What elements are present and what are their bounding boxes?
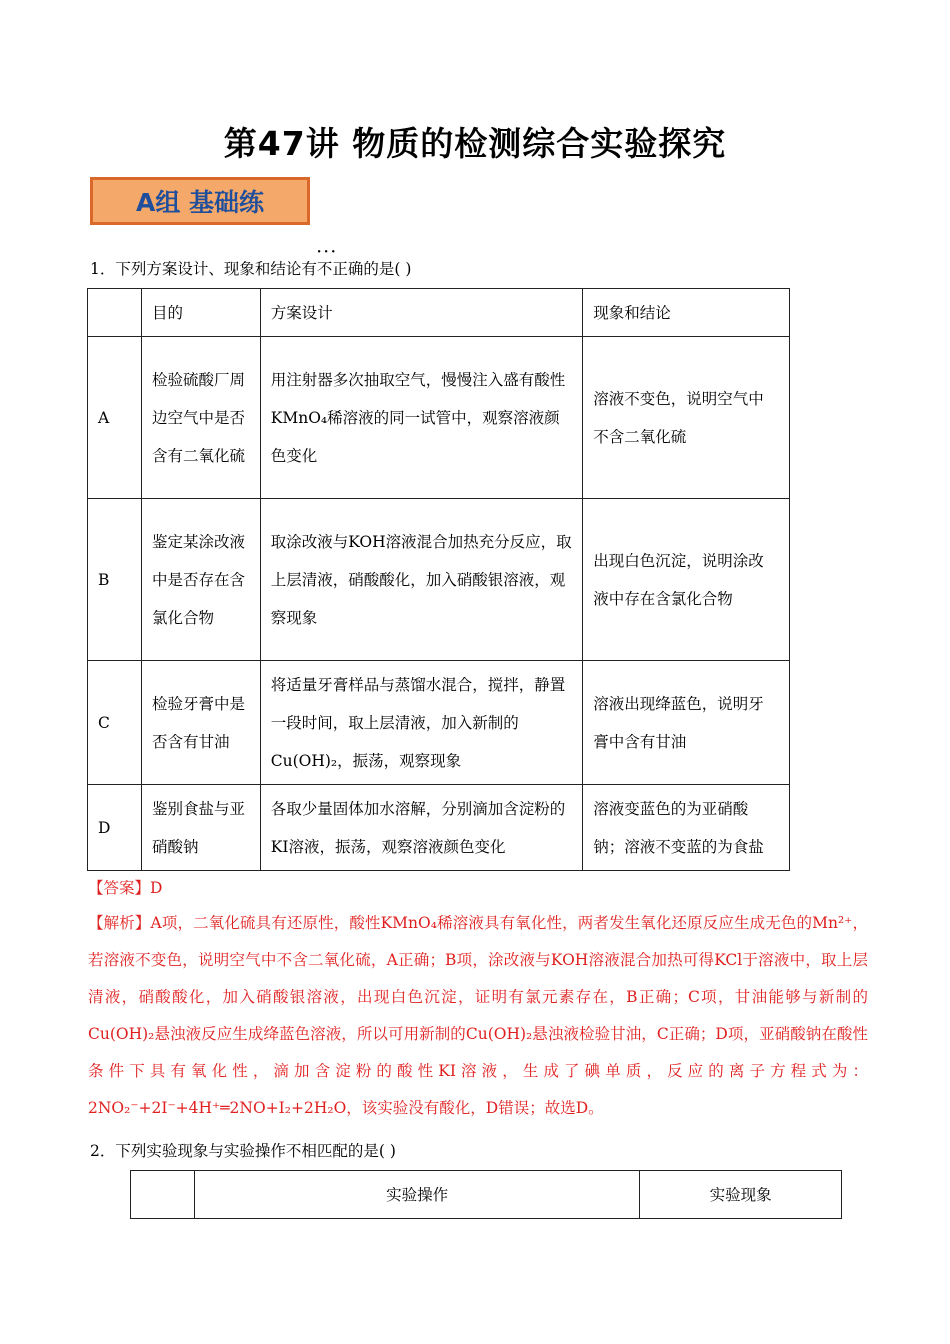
group-label: A组 基础练 bbox=[135, 188, 265, 217]
header-cell: 方案设计 bbox=[260, 289, 583, 337]
header-cell bbox=[88, 289, 142, 337]
table-row bbox=[88, 661, 790, 785]
purpose-cell: 检验硫酸厂周边空气中是否含有二氧化硫 bbox=[141, 337, 260, 499]
option-label: A bbox=[88, 337, 142, 499]
table-header-row bbox=[131, 1171, 842, 1219]
header-cell bbox=[131, 1171, 195, 1219]
header-cell: 现象和结论 bbox=[583, 289, 790, 337]
group-label-box bbox=[90, 177, 310, 225]
purpose-cell: 检验牙膏中是否含有甘油 bbox=[141, 661, 260, 785]
question-1 bbox=[90, 257, 411, 279]
design-cell: 取涂改液与KOH溶液混合加热充分反应，取上层清液，硝酸酸化，加入硝酸银溶液，观察现象 bbox=[260, 499, 583, 661]
table-row bbox=[88, 785, 790, 871]
purpose-cell: 鉴定某涂改液中是否存在含氯化合物 bbox=[141, 499, 260, 661]
table-row bbox=[88, 337, 790, 499]
page-title: 第47讲 物质的检测综合实验探究 bbox=[223, 124, 727, 163]
purpose-cell: 鉴别食盐与亚硝酸钠 bbox=[141, 785, 260, 871]
question-1-prefix: 1．下列方案设计、现象和结论有 bbox=[90, 260, 317, 278]
question-1-suffix: 的是( ) bbox=[363, 260, 412, 278]
header-cell: 目的 bbox=[141, 289, 260, 337]
question-2-table bbox=[130, 1170, 842, 1219]
answer: 【答案】D bbox=[88, 879, 163, 897]
question-1-table bbox=[87, 288, 790, 871]
explanation: 【解析】A项，二氧化硫具有还原性，酸性KMnO₄稀溶液具有氧化性，两者发生氧化还原反应生成无色的Mn²⁺，若溶液不变色，说明空气中不含二氧化硫，A正确；B项，涂改液与KOH溶液混合加热可得KCl于溶液中，取上层清液，硝酸酸化，加入硝酸银溶液，出现白色沉淀，证明有氯元素存在，B正确；C项，甘油能够与新制的Cu(OH)₂悬浊液反应生成绛蓝色溶液，所以可用新制的Cu(OH)₂悬浊液检验甘油，C正确；D项，亚硝酸钠在酸性条件下具有氧化性，滴加含淀粉的酸性KI溶液，生成了碘单质，反应的离子方程式为：2NO₂⁻+2I⁻+4H⁺═2NO+I₂+2H₂O，该实验没有酸化，D错误；故选D。 bbox=[88, 914, 868, 1117]
header-cell: 实验操作 bbox=[194, 1171, 639, 1219]
option-label: B bbox=[88, 499, 142, 661]
design-cell: 各取少量固体加水溶解，分别滴加含淀粉的KI溶液，振荡，观察溶液颜色变化 bbox=[260, 785, 583, 871]
question-1-emphasis: · · · 不正确 bbox=[317, 257, 364, 279]
result-cell: 溶液变蓝色的为亚硝酸钠；溶液不变蓝的为食盐 bbox=[583, 785, 790, 871]
option-label: C bbox=[88, 661, 142, 785]
result-cell: 出现白色沉淀，说明涂改液中存在含氯化合物 bbox=[583, 499, 790, 661]
question-2: 2．下列实验现象与实验操作不相匹配的是( ) bbox=[90, 1142, 396, 1160]
header-cell: 实验现象 bbox=[640, 1171, 842, 1219]
table-header-row bbox=[88, 289, 790, 337]
design-cell: 用注射器多次抽取空气，慢慢注入盛有酸性KMnO₄稀溶液的同一试管中，观察溶液颜色变化 bbox=[260, 337, 583, 499]
table-row bbox=[88, 499, 790, 661]
option-label: D bbox=[88, 785, 142, 871]
design-cell: 将适量牙膏样品与蒸馏水混合，搅拌，静置一段时间，取上层清液，加入新制的Cu(OH)₂，振荡，观察现象 bbox=[260, 661, 583, 785]
result-cell: 溶液不变色，说明空气中不含二氧化硫 bbox=[583, 337, 790, 499]
result-cell: 溶液出现绛蓝色，说明牙膏中含有甘油 bbox=[583, 661, 790, 785]
